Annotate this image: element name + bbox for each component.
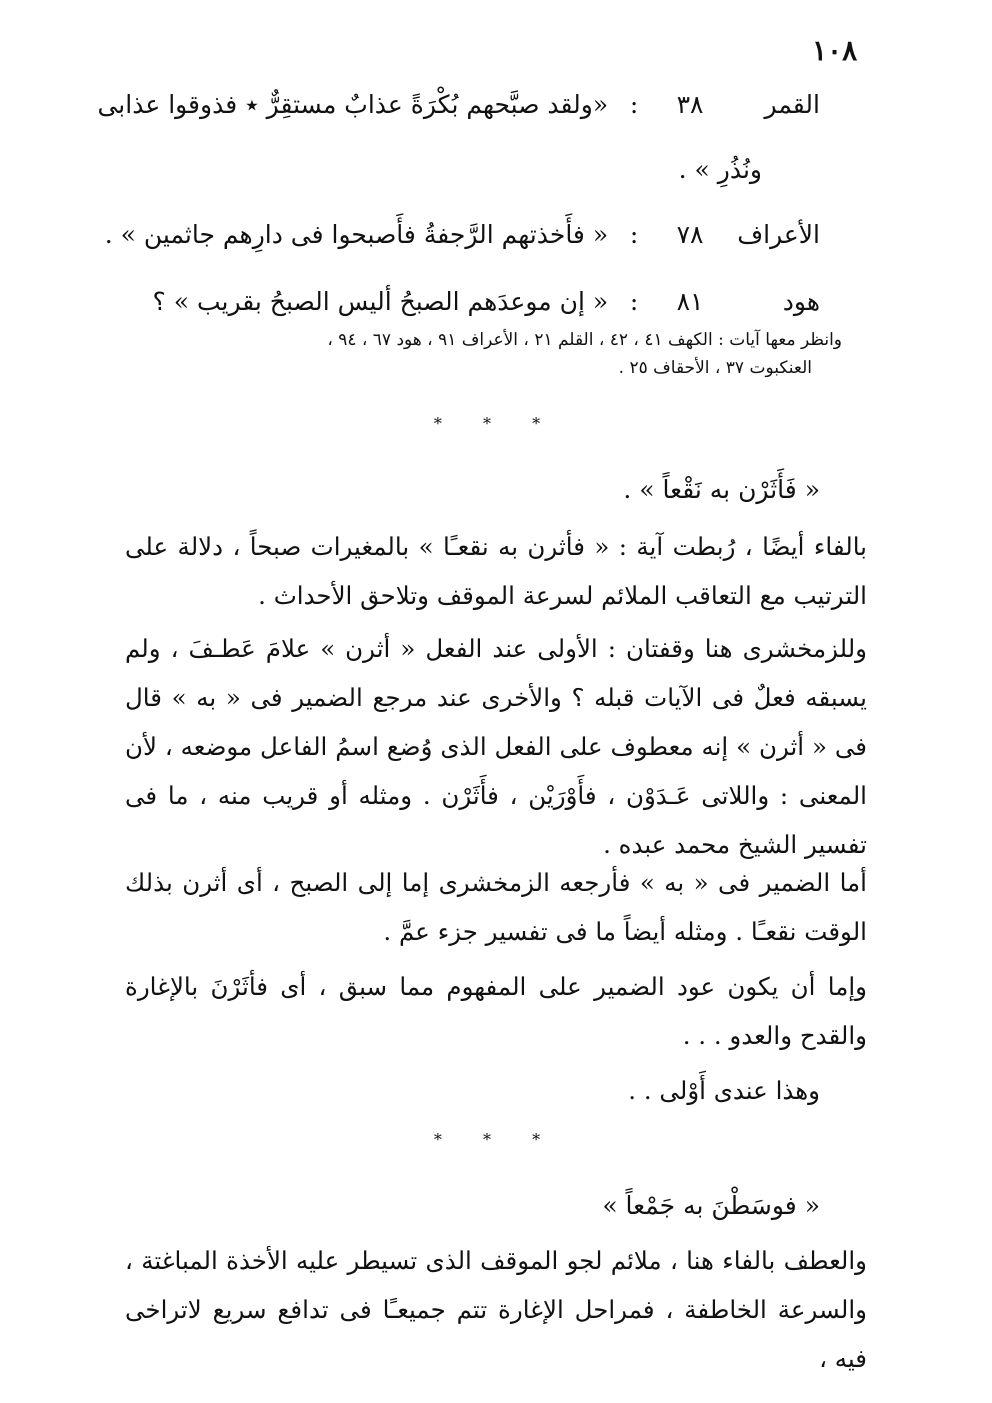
verse-text: « فأَخذتهم الرَّجفةُ فأَصبحوا فى دارِهم جاثمين » . bbox=[104, 220, 609, 249]
surah-name: الأعراف bbox=[737, 220, 820, 249]
paragraph: بالفاء أيضًا ، رُبطت آية : « فأثرن به نقعـًا » بالمغيرات صبحاً ، دلالة على الترتيب مع التعاقب الملائم لسرعة الموقف وتلاحق الأحداث . bbox=[125, 532, 867, 610]
note-line: وانظر معها آيات : الكهف ٤١ ، ٤٢ ، القلم ٢١ ، الأعراف ٩١ ، هود ٦٧ ، ٩٤ ، bbox=[327, 330, 842, 350]
verse-colon: : bbox=[629, 220, 639, 249]
paragraph: والعطف بالفاء هنا ، ملائم لجو الموقف الذى تسيطر عليه الأخذة المباغتة ، والسرعة الخاطفة ، فمراحل الإغارة تتم جميعـًا فى تدافع سريع لاتراخى فيه ، bbox=[125, 1246, 867, 1373]
page-number: ١٠٨ bbox=[812, 34, 858, 67]
verse-number: ٣٨ bbox=[676, 90, 704, 119]
section-heading: « فوسَطْنَ به جَمْعاً » bbox=[602, 1191, 820, 1220]
surah-name: هود bbox=[782, 287, 820, 316]
verse-number: ٧٨ bbox=[676, 220, 704, 249]
surah-name: القمر bbox=[764, 90, 820, 119]
closing-line: وهذا عندى أَوْلى . . bbox=[628, 1076, 820, 1105]
paragraph: وإما أن يكون عود الضمير على المفهوم مما سبق ، أى فأثَرْنَ بالإغارة والقدح والعدو . . . bbox=[125, 972, 867, 1050]
verse-text: «ولقد صبَّحهم بُكْرَةً عذابٌ مستقِرٌّ ٭ فذوقوا عذابى bbox=[97, 90, 609, 119]
section-heading: « فَأَثَرْن به نَقْعاً » . bbox=[623, 475, 820, 504]
verse-colon: : bbox=[629, 90, 639, 119]
section-separator: * * * bbox=[433, 414, 559, 433]
reference-note bbox=[120, 326, 842, 382]
note-line: العنكبوت ٣٧ ، الأحقاف ٢٥ . bbox=[618, 358, 812, 378]
paragraph: وللزمخشرى هنا وقفتان : الأولى عند الفعل « أثرن » علامَ عَطـفَ ، ولم يسبقه فعلٌ فى الآيات قبله ؟ والأخرى عند مرجع الضمير فى « به » قال فى « أثرن » إنه معطوف على الفعل الذى وُضع اسمُ الفاعل موضعه ، لأن المعنى : واللاتى عَـدَوْن ، فأَوْرَيْن ، فأَثَرْن . ومثله أو قريب منه ، ما فى تفسير الشيخ محمد عبده . bbox=[125, 634, 867, 859]
verse-row bbox=[110, 277, 820, 327]
section-separator: * * * bbox=[433, 1130, 559, 1149]
verse-number: ٨١ bbox=[676, 287, 704, 316]
verse-row bbox=[104, 210, 820, 260]
verse-continuation: ونُذُرِ » . bbox=[678, 155, 762, 184]
paragraph: أما الضمير فى « به » فأرجعه الزمخشرى إما إلى الصبح ، أى أثرن بذلك الوقت نقعـًا . ومثله أيضاً ما فى تفسير جزء عمَّ . bbox=[125, 868, 867, 946]
verse-text: « إن موعدَهم الصبحُ أليس الصبحُ بقريب » ؟ bbox=[152, 287, 609, 316]
verse-row bbox=[97, 80, 820, 130]
verse-colon: : bbox=[629, 287, 639, 316]
